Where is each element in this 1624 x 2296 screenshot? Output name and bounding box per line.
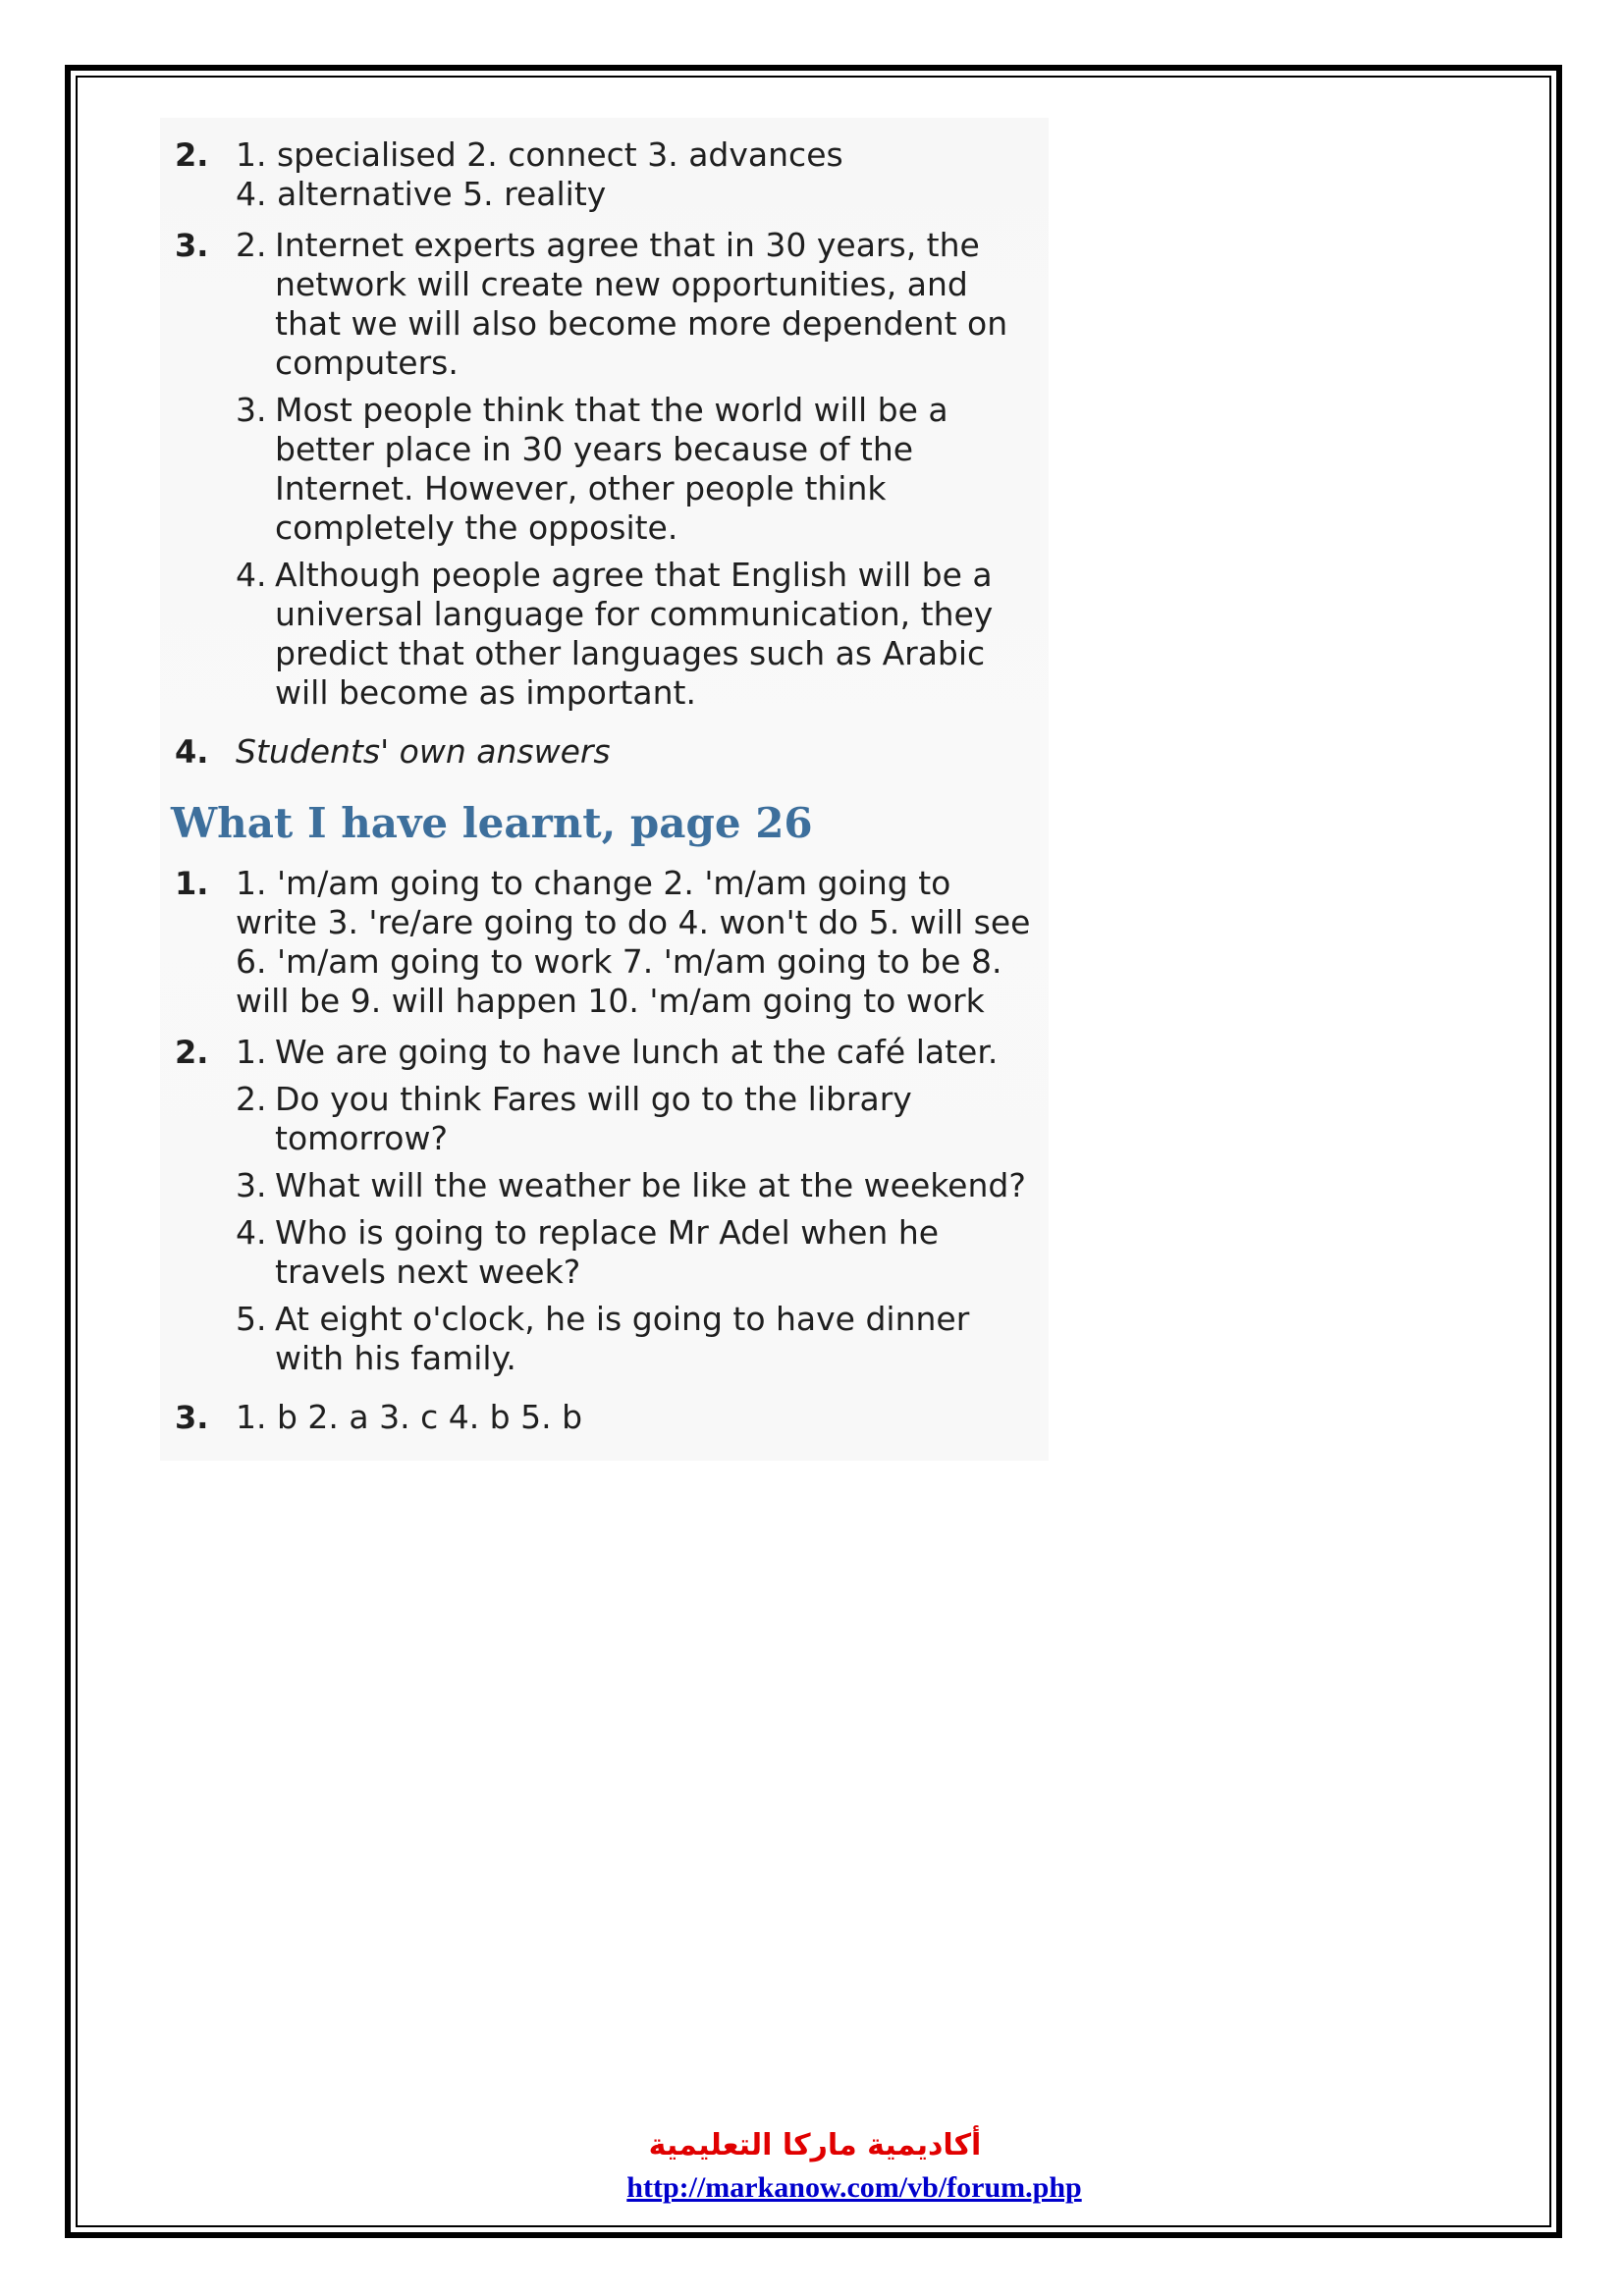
section-heading: What I have learnt, page 26 (171, 799, 813, 847)
sub-number: 3. (236, 391, 267, 429)
sub-number: 5. (236, 1300, 267, 1338)
forum-link[interactable]: http://markanow.com/vb/forum.php (626, 2171, 1082, 2204)
sub-number: 3. (236, 1166, 267, 1204)
sub-answer (236, 226, 1039, 383)
item-number: 3. (175, 227, 209, 264)
answer-item (175, 732, 1039, 772)
sub-text: What will the weather be like at the weekend? (275, 1166, 1026, 1204)
sub-text: Who is going to replace Mr Adel when he travels next week? (275, 1213, 940, 1291)
answer-text: 1. 'm/am going to change 2. 'm/am going to write 3. 're/are going to do 4. won't do 5. will see 6. 'm/am going to work 7. 'm/am going to be 8. will be 9. will happen 10. 'm/am going to work (236, 864, 1031, 1020)
sub-text: Most people think that the world will be a better place in 30 years because of the Internet. However, other people think completely the opposite. (275, 391, 948, 547)
answer-key-content (171, 135, 1039, 1449)
sub-answer (236, 391, 1039, 548)
answer-item (175, 864, 1039, 1021)
sub-answer (236, 1033, 1039, 1072)
sub-number: 2. (236, 1080, 267, 1118)
sub-number: 1. (236, 1033, 267, 1071)
sub-answer (236, 1213, 1039, 1292)
sub-text: We are going to have lunch at the café later. (275, 1033, 999, 1071)
item-number: 2. (175, 1034, 209, 1071)
sub-text: At eight o'clock, he is going to have dinner with his family. (275, 1300, 970, 1377)
academy-name: أكاديمية ماركا التعليمية (648, 2128, 982, 2163)
item-number: 1. (175, 865, 209, 902)
sub-number: 2. (236, 226, 267, 264)
sub-text: Although people agree that English will be a universal language for communication, they predict that other languages such as Arabic will become as important. (275, 556, 994, 712)
answer-text: Students' own answers (236, 732, 611, 771)
item-number: 3. (175, 1399, 209, 1436)
item-number: 2. (175, 136, 209, 174)
answer-text: 1. b 2. a 3. c 4. b 5. b (236, 1398, 583, 1436)
sub-text: Do you think Fares will go to the library tomorrow? (275, 1080, 912, 1157)
answer-item (175, 226, 1039, 721)
sub-answer (236, 1166, 1039, 1205)
answer-line: 4. alternative 5. reality (236, 175, 607, 213)
answer-item (175, 135, 1039, 214)
sub-answer (236, 1300, 1039, 1378)
answer-item (175, 1033, 1039, 1386)
answer-line: 1. specialised 2. connect 3. advances (236, 135, 843, 174)
sub-number: 4. (236, 556, 267, 594)
sub-answer (236, 1080, 1039, 1158)
answer-item (175, 1398, 1039, 1437)
sub-answer (236, 556, 1039, 713)
sub-text: Internet experts agree that in 30 years, the network will create new opportunities, and that we will also become more dependent on computers. (275, 226, 1008, 382)
item-number: 4. (175, 733, 209, 771)
sub-number: 4. (236, 1213, 267, 1252)
